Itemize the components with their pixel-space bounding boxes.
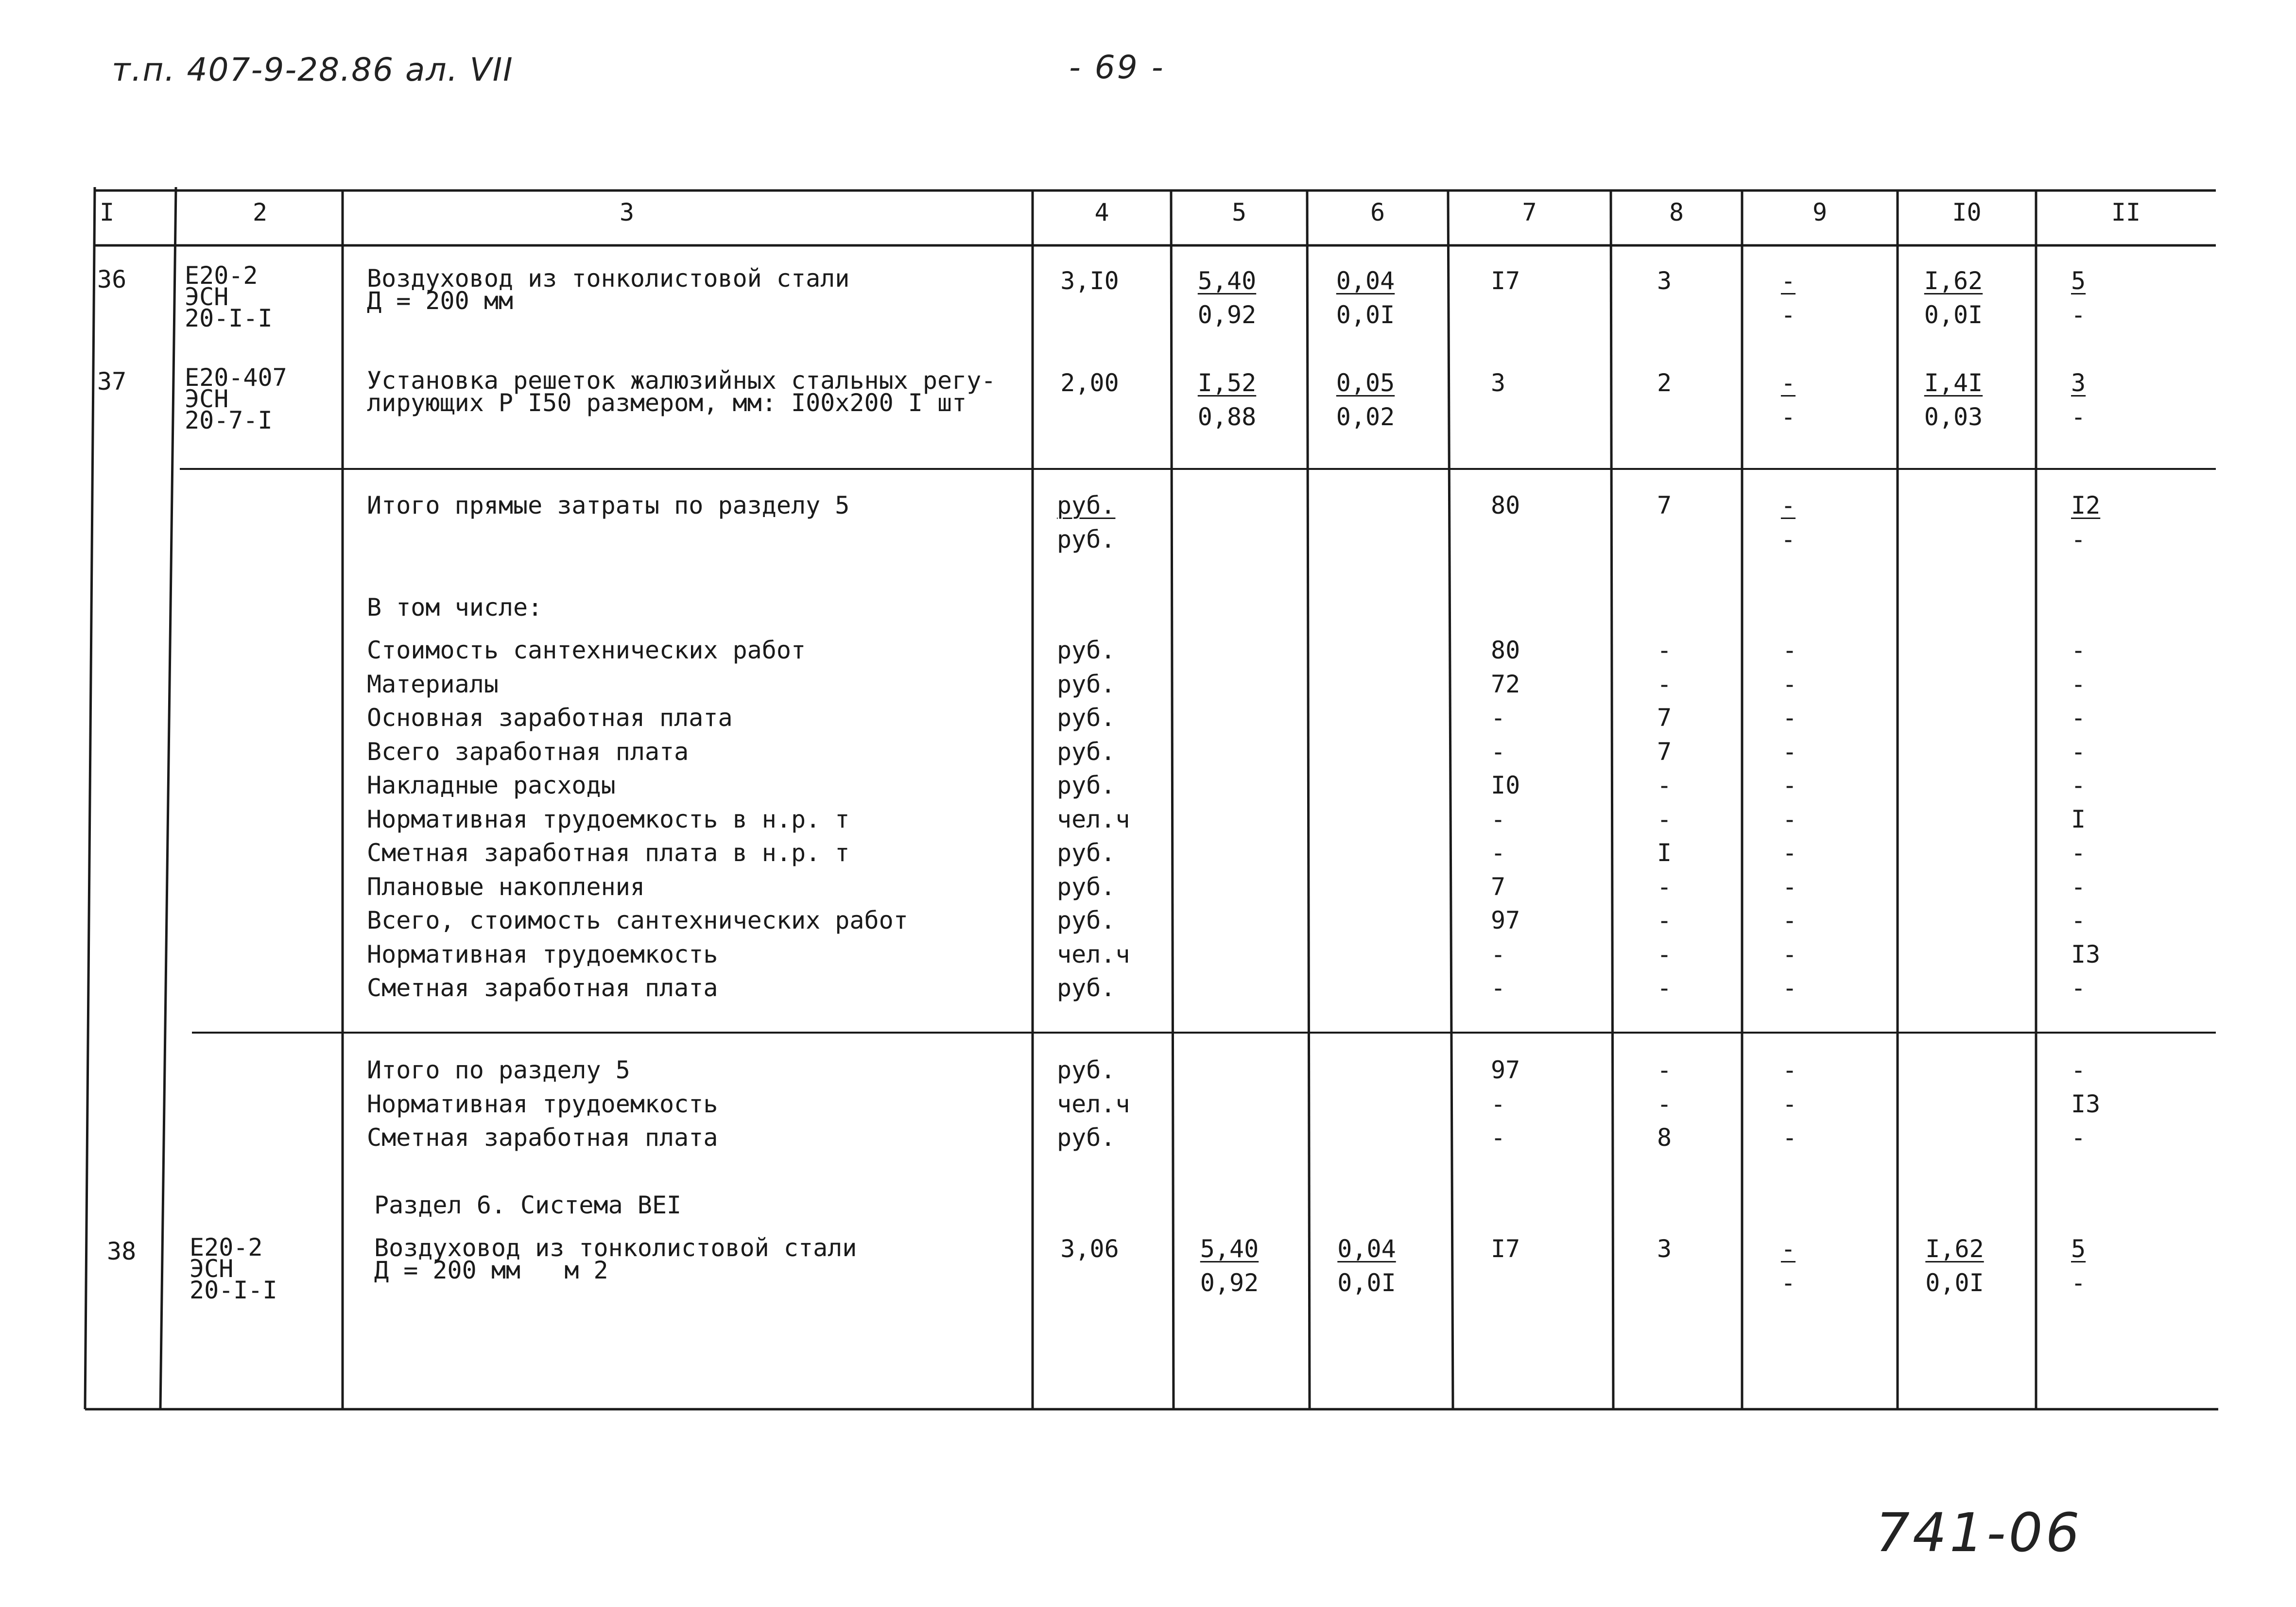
row-c9: - (1782, 1089, 1797, 1118)
row-c7: - (1491, 839, 1506, 867)
row-c9: - (1782, 805, 1797, 833)
row-quantity: 3,I0 (1060, 267, 1119, 295)
row-number: 38 (107, 1237, 137, 1265)
row-number: 36 (97, 265, 127, 294)
archive-stamp: 741-06 (1876, 1502, 2083, 1564)
row-c10-bottom: 0,0I (1925, 1269, 1984, 1297)
row-c9: - (1782, 737, 1797, 766)
row-c10-top: I,62 (1924, 267, 1983, 295)
row-label: Плановые накопления (367, 872, 645, 901)
row-c5-top: 5,40 (1200, 1235, 1259, 1263)
row-c9: - (1782, 636, 1797, 664)
row-c11: - (2071, 906, 2086, 934)
row-c9: - (1782, 704, 1797, 732)
subtotal-unit-bottom: руб. (1057, 525, 1116, 553)
row-c6-bottom: 0,0I (1337, 1269, 1396, 1297)
row-c7: 7 (1491, 872, 1506, 901)
row-c11-top: 5 (2071, 1235, 2086, 1263)
column-header-3: 3 (619, 198, 635, 226)
row-c9-top: - (1780, 1235, 1796, 1263)
row-c11: - (2071, 704, 2086, 732)
subtotal-c9-bottom: - (1780, 525, 1796, 553)
row-c9: - (1782, 872, 1797, 901)
row-c5-top: 5,40 (1197, 267, 1257, 295)
row-c7: 72 (1491, 670, 1520, 698)
row-c7: I7 (1491, 1235, 1520, 1263)
row-c7: - (1491, 1089, 1506, 1118)
subtotal-c8: 7 (1657, 491, 1672, 519)
row-c7: - (1491, 737, 1506, 766)
row-c8: 7 (1657, 704, 1672, 732)
row-c8: 3 (1657, 1235, 1672, 1263)
row-c8: - (1657, 1089, 1672, 1118)
column-header-1: I (100, 198, 115, 226)
subtotal-label: Итого прямые затраты по разделу 5 (367, 491, 850, 519)
including-label: В том числе: (367, 593, 543, 622)
row-c8: - (1657, 670, 1672, 698)
subtotal-c9-top: - (1780, 491, 1796, 519)
row-c8: - (1657, 805, 1672, 833)
row-c7: - (1491, 940, 1506, 968)
row-c6-top: 0,04 (1337, 1235, 1396, 1263)
row-c5-bottom: 0,88 (1197, 403, 1257, 431)
row-quantity: 2,00 (1060, 369, 1119, 397)
row-c8: I (1657, 839, 1672, 867)
row-unit: руб. (1057, 839, 1116, 867)
row-unit: чел.ч (1057, 1089, 1130, 1118)
row-c9: - (1782, 1123, 1797, 1152)
row-c5-top: I,52 (1197, 369, 1257, 397)
row-unit: руб. (1057, 771, 1116, 799)
row-c8: 8 (1657, 1123, 1672, 1152)
subtotal-c11-top: I2 (2071, 491, 2101, 519)
row-unit: чел.ч (1057, 805, 1130, 833)
row-c11: I3 (2071, 940, 2101, 968)
row-c6-top: 0,05 (1336, 369, 1395, 397)
row-c11-top: 3 (2071, 369, 2086, 397)
row-c6-bottom: 0,02 (1336, 403, 1395, 431)
row-unit: руб. (1057, 670, 1116, 698)
row-c7: - (1491, 805, 1506, 833)
row-unit: руб. (1057, 1123, 1116, 1152)
column-header-11: II (2111, 198, 2141, 226)
row-unit: руб. (1057, 737, 1116, 766)
row-quantity: 3,06 (1060, 1235, 1119, 1263)
row-description: Воздуховод из тонколистовой стали Д = 200 мм м 2 (374, 1234, 857, 1284)
row-c9: - (1782, 771, 1797, 799)
column-header-7: 7 (1522, 198, 1537, 226)
row-label: Накладные расходы (367, 771, 616, 799)
row-c9: - (1782, 670, 1797, 698)
column-header-2: 2 (252, 198, 268, 226)
row-c8: 3 (1657, 267, 1672, 295)
row-label: Основная заработная плата (367, 704, 733, 732)
row-c7: I0 (1491, 771, 1520, 799)
column-header-5: 5 (1231, 198, 1247, 226)
row-number: 37 (97, 367, 127, 396)
row-c11: - (2071, 670, 2086, 698)
row-unit: руб. (1057, 1056, 1116, 1084)
row-code: Е20-407 ЭСН 20-7-I (185, 363, 287, 434)
row-c11: - (2071, 737, 2086, 766)
row-c11: - (2071, 1056, 2086, 1084)
row-c7: 97 (1491, 1056, 1520, 1084)
row-c11-bottom: - (2071, 403, 2086, 431)
row-label: Нормативная трудоемкость (367, 940, 718, 968)
row-unit: руб. (1057, 636, 1116, 664)
row-description: Установка решеток жалюзийных стальных регу- лирующих Р I50 размером, мм: I00х200 I шт (367, 366, 996, 417)
column-header-4: 4 (1094, 198, 1109, 226)
row-c11: I3 (2071, 1089, 2101, 1118)
row-c8: - (1657, 771, 1672, 799)
column-header-9: 9 (1812, 198, 1828, 226)
row-c7: 3 (1491, 369, 1506, 397)
row-unit: руб. (1057, 872, 1116, 901)
row-label: Сметная заработная плата (367, 974, 718, 1002)
row-c8: 2 (1657, 369, 1672, 397)
row-c9: - (1782, 974, 1797, 1002)
row-c8: - (1657, 906, 1672, 934)
row-c11: I (2071, 805, 2086, 833)
column-header-10: I0 (1952, 198, 1982, 226)
row-c9: - (1782, 906, 1797, 934)
page-number: - 69 - (1069, 49, 1165, 86)
row-c11: - (2071, 974, 2086, 1002)
row-c11: - (2071, 636, 2086, 664)
row-code: Е20-2 ЭСН 20-I-I (190, 1233, 277, 1304)
row-label: Материалы (367, 670, 499, 698)
row-c11: - (2071, 1123, 2086, 1152)
row-unit: руб. (1057, 704, 1116, 732)
row-c7: - (1491, 974, 1506, 1002)
row-c10-top: I,62 (1925, 1235, 1984, 1263)
row-c8: - (1657, 974, 1672, 1002)
row-label: Итого по разделу 5 (367, 1056, 630, 1084)
row-code: Е20-2 ЭСН 20-I-I (185, 261, 273, 332)
row-unit: чел.ч (1057, 940, 1130, 968)
subtotal-c7: 80 (1491, 491, 1520, 519)
row-c10-bottom: 0,0I (1924, 301, 1983, 329)
row-label: Стоимость сантехнических работ (367, 636, 806, 664)
row-c11: - (2071, 771, 2086, 799)
column-header-6: 6 (1370, 198, 1385, 226)
row-c9: - (1782, 1056, 1797, 1084)
row-c11: - (2071, 872, 2086, 901)
section-6-title: Раздел 6. Система ВЕI (374, 1191, 682, 1219)
subtotal-c11-bottom: - (2071, 525, 2086, 553)
row-label: Нормативная трудоемкость (367, 1089, 718, 1118)
row-c9: - (1782, 940, 1797, 968)
row-c7: 80 (1491, 636, 1520, 664)
row-label: Всего заработная плата (367, 737, 689, 766)
row-c6-bottom: 0,0I (1336, 301, 1395, 329)
row-c9-bottom: - (1780, 1269, 1796, 1297)
row-c11-bottom: - (2071, 1269, 2086, 1297)
row-c9-bottom: - (1780, 403, 1796, 431)
row-c7: - (1491, 1123, 1506, 1152)
row-c9: - (1782, 839, 1797, 867)
row-label: Всего, стоимость сантехнических работ (367, 906, 908, 934)
row-c9-top: - (1780, 267, 1796, 295)
row-c8: - (1657, 636, 1672, 664)
row-c11-bottom: - (2071, 301, 2086, 329)
row-description: Воздуховод из тонколистовой стали Д = 200 мм (367, 264, 850, 315)
row-c5-bottom: 0,92 (1197, 301, 1257, 329)
row-c7: 97 (1491, 906, 1520, 934)
row-c6-top: 0,04 (1336, 267, 1395, 295)
row-c5-bottom: 0,92 (1200, 1269, 1259, 1297)
row-c11: - (2071, 839, 2086, 867)
row-label: Нормативная трудоемкость в н.р. т (367, 805, 850, 833)
row-label: Сметная заработная плата в н.р. т (367, 839, 850, 867)
row-c8: - (1657, 1056, 1672, 1084)
column-header-8: 8 (1669, 198, 1684, 226)
row-unit: руб. (1057, 974, 1116, 1002)
row-c7: I7 (1491, 267, 1520, 295)
row-c10-top: I,4I (1924, 369, 1983, 397)
row-unit: руб. (1057, 906, 1116, 934)
row-label: Сметная заработная плата (367, 1123, 718, 1152)
row-c7: - (1491, 704, 1506, 732)
subtotal-unit-top: руб. (1057, 491, 1116, 519)
row-c9-top: - (1780, 369, 1796, 397)
document-code: т.п. 407-9-28.86 ал. VII (112, 51, 514, 88)
row-c11-top: 5 (2071, 267, 2086, 295)
row-c8: - (1657, 940, 1672, 968)
row-c9-bottom: - (1780, 301, 1796, 329)
row-c10-bottom: 0,03 (1924, 403, 1983, 431)
row-c8: - (1657, 872, 1672, 901)
row-c8: 7 (1657, 737, 1672, 766)
